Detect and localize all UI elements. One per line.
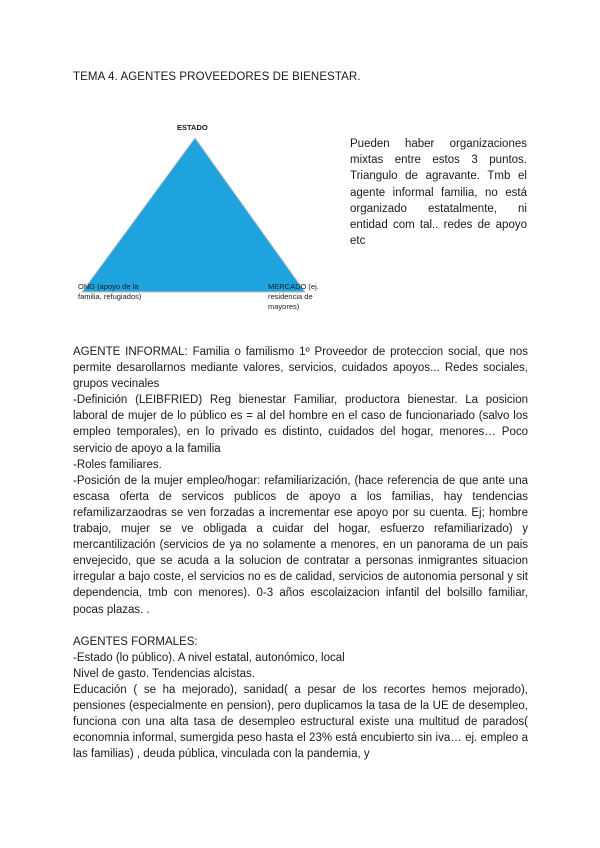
triangle-shape — [82, 138, 305, 292]
welfare-triangle-diagram — [70, 120, 340, 320]
vertex-label-estado: ESTADO — [177, 123, 208, 132]
informal-paragraph: -Posición de la mujer empleo/hogar: refamiliarización, (hace referencia de que ante una escasa oferta de servicos publicos de apoyo a los familias, hay tendencias refamilizarzaodras se ven forzadas a incrementar ese apoyo por su cuenta. Ej; hombre trabajo, mujer se ve obligada a cuidar del hogar, esfuerzo refamiliarizado) y mercantilización (servicios de ya no solamente a menores, en un panorama de un pais envejecido, que se acuda a la solucion de contratar a personas inmigrantes situacion irregular a bajo coste, el servicios no es de calidad, servicios de autonomia personal y sit dependencia, tmb con menores). 0-3 años escolaizacion infantil del bolsillo familiar, pocas plazas. . — [73, 474, 528, 616]
formal-paragraph: AGENTES FORMALES: — [73, 635, 198, 648]
paragraph-gap — [73, 618, 528, 634]
side-note — [350, 136, 527, 249]
vertex-label-ong: ONG (apoyo de la familia, refugiados) — [78, 282, 142, 301]
informal-paragraph: -Definición (LEIBFRIED) Reg bienestar Familiar, productora bienestar. La posicion laboral de mujer de lo público es = al del hombre en el caso de funcionariado (salvo los empleo temporales), en lo privado es distinto, cuidados del hogar, menores… Poco servicio de apoyo a la familia — [73, 394, 528, 455]
informal-paragraph: -Roles familiares. — [73, 458, 162, 471]
page-title: TEMA 4. AGENTES PROVEEDORES DE BIENESTAR. — [73, 71, 361, 83]
formal-paragraph: -Estado (lo público). A nivel estatal, autonómico, local — [73, 651, 345, 664]
formal-paragraph: Nivel de gasto. Tendencias alcistas. — [73, 667, 255, 680]
formal-paragraph: Educación ( se ha mejorado), sanidad( a pesar de los recortes hemos mejorado), pensiones (especialmente en pension), pero duplicamos la tasa de la UE de desempleo, funciona con una alta tasa de desempleo estructural existe una multitud de parados( economnia informal, sumergida peso hasta el 23% está encubierto sin iva… ej. empleo a las familias) , deuda pública, vinculada con la pandemia, y — [73, 683, 528, 761]
main-text — [73, 344, 528, 762]
informal-paragraph: AGENTE INFORMAL: Familia o familismo 1º Proveedor de proteccion social, que nos permite desarollarnos mediante valores, servicios, cuidados apoyos... Redes sociales, grupos vecinales — [73, 346, 528, 391]
vertex-label-mercado: MERCADO (ej. residencia de mayores) — [268, 282, 319, 311]
side-note-text: Pueden haber organizaciones mixtas entre estos 3 puntos. Triangulo de agravante. Tmb el agente informal familia, no está organizado estatalmente, ni entidad com tal.. redes de apoyo etc — [350, 138, 527, 248]
